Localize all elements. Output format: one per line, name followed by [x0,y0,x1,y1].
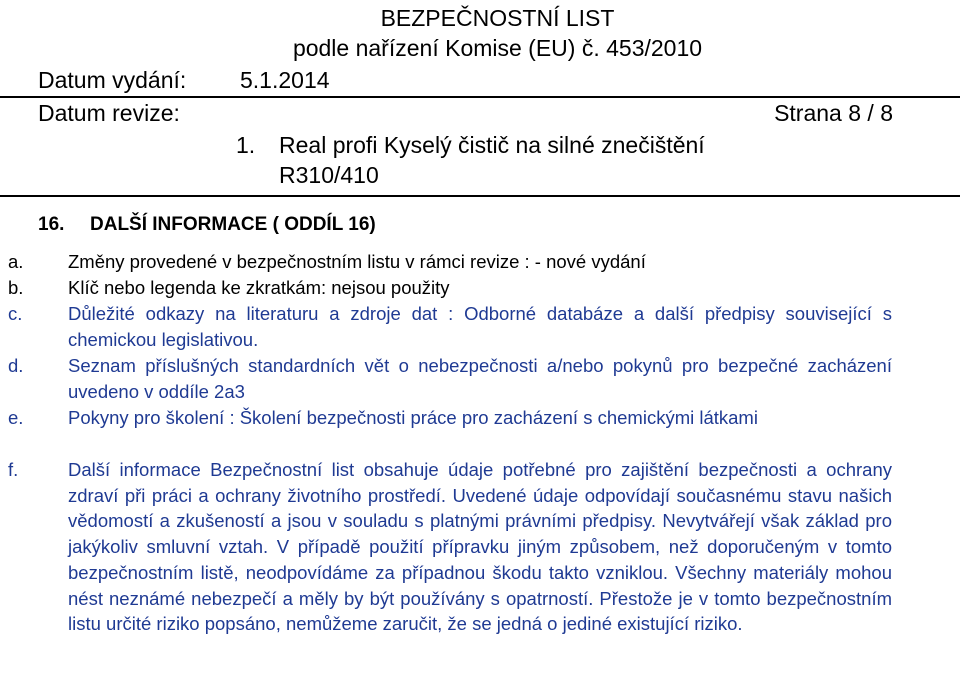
product-name: Real profi Kyselý čistič na silné znečištění [279,132,705,158]
section-heading [38,214,376,236]
header-divider-bottom [0,195,960,197]
info-item-e [8,405,892,431]
item-text: Důležité odkazy na literaturu a zdroje dat : Odborné databáze a další předpisy související s chemickou legislativou. [68,303,892,350]
info-item-b [8,275,892,301]
item-label: e. [8,407,24,428]
item-text: Klíč nebo legenda ke zkratkám: nejsou použity [68,277,450,298]
section-number: 16. [38,214,65,235]
info-item-a [8,249,892,275]
item-label: b. [8,277,24,298]
page-number: Strana 8 / 8 [774,100,893,126]
issue-date-value: 5.1.2014 [240,67,330,93]
info-item-c [8,301,892,352]
product-number: 1. [236,132,256,158]
item-text: Další informace Bezpečnostní list obsahuje údaje potřebné pro zajištění bezpečnosti a ochrany zdraví při práci a ochrany životního prostředí. Uvedené údaje odpovídají současnému stavu našich vědomostí a zkušeností a jsou v souladu s platnými právními předpisy. Nevytvářejí však základ pro jakýkoliv smluvní vztah. V případě použití přípravku jiným způsobem, než doporučeným v tomto bezpečnostním listě, neodpovídáme za případnou škodu takto vzniklou. Všechny materiály mohou nést neznámé nebezpečí a měly by být používány s opatrností. Přestože je v tomto bezpečnostním listu určité riziko popsáno, nemůžeme zaručit, že se jedná o jediné existující riziko. [68,459,892,635]
info-item-d [8,353,892,404]
section-title: DALŠÍ INFORMACE ( ODDÍL 16) [90,214,376,235]
document-title: BEZPEČNOSTNÍ LIST [380,5,615,31]
item-text: Pokyny pro školení : Školení bezpečnosti práce pro zacházení s chemickými látkami [68,407,758,428]
issue-date-label: Datum vydání: [38,67,187,93]
item-label: f. [8,459,19,480]
info-item-f [8,457,892,637]
item-label: d. [8,355,24,376]
document-subtitle: podle nařízení Komise (EU) č. 453/2010 [292,35,703,61]
product-code: R310/410 [279,162,379,188]
item-label: c. [8,303,23,324]
item-text: Změny provedené v bezpečnostním listu v rámci revize : - nové vydání [68,251,646,272]
item-text: Seznam příslušných standardních vět o nebezpečnosti a/nebo pokynů pro bezpečné zacházení uvedeno v oddíle 2a3 [68,355,892,402]
item-label: a. [8,251,24,272]
header-divider-top [0,96,960,98]
revision-date-label: Datum revize: [38,100,180,126]
